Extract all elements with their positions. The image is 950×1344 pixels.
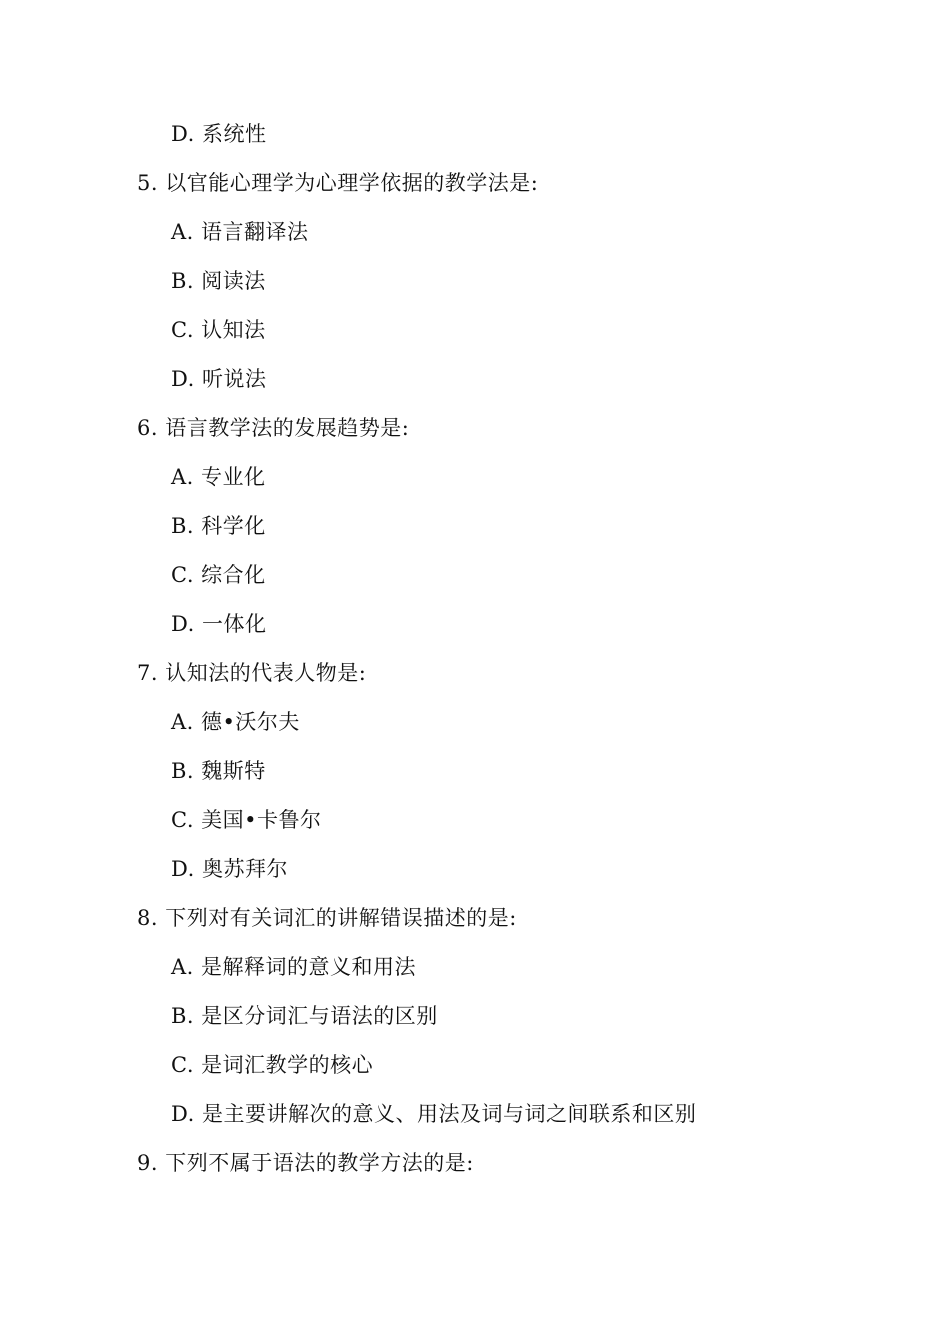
option-7c: C. 美国•卡鲁尔 xyxy=(171,808,322,832)
option-5b: B. 阅读法 xyxy=(171,269,266,293)
option-6d: D. 一体化 xyxy=(171,612,267,636)
question-9: 9. 下列不属于语法的教学方法的是: xyxy=(137,1151,474,1175)
option-6b: B. 科学化 xyxy=(171,514,266,538)
option-8a: A. 是解释词的意义和用法 xyxy=(171,955,417,979)
option-7b: B. 魏斯特 xyxy=(171,759,266,783)
question-6: 6. 语言教学法的发展趋势是: xyxy=(137,416,410,440)
question-5: 5. 以官能心理学为心理学依据的教学法是: xyxy=(137,171,539,195)
option-6a: A. 专业化 xyxy=(171,465,266,489)
option-7a: A. 德•沃尔夫 xyxy=(171,710,300,734)
option-8b: B. 是区分词汇与语法的区别 xyxy=(171,1004,438,1028)
option-5d: D. 听说法 xyxy=(171,367,267,391)
option-8c: C. 是词汇教学的核心 xyxy=(171,1053,374,1077)
option-4d: D. 系统性 xyxy=(171,122,267,146)
option-8d: D. 是主要讲解次的意义、用法及词与词之间联系和区别 xyxy=(171,1102,697,1126)
question-8: 8. 下列对有关词汇的讲解错误描述的是: xyxy=(137,906,517,930)
option-5c: C. 认知法 xyxy=(171,318,266,342)
question-7: 7. 认知法的代表人物是: xyxy=(137,661,367,685)
option-5a: A. 语言翻译法 xyxy=(171,220,309,244)
option-7d: D. 奥苏拜尔 xyxy=(171,857,288,881)
option-6c: C. 综合化 xyxy=(171,563,266,587)
